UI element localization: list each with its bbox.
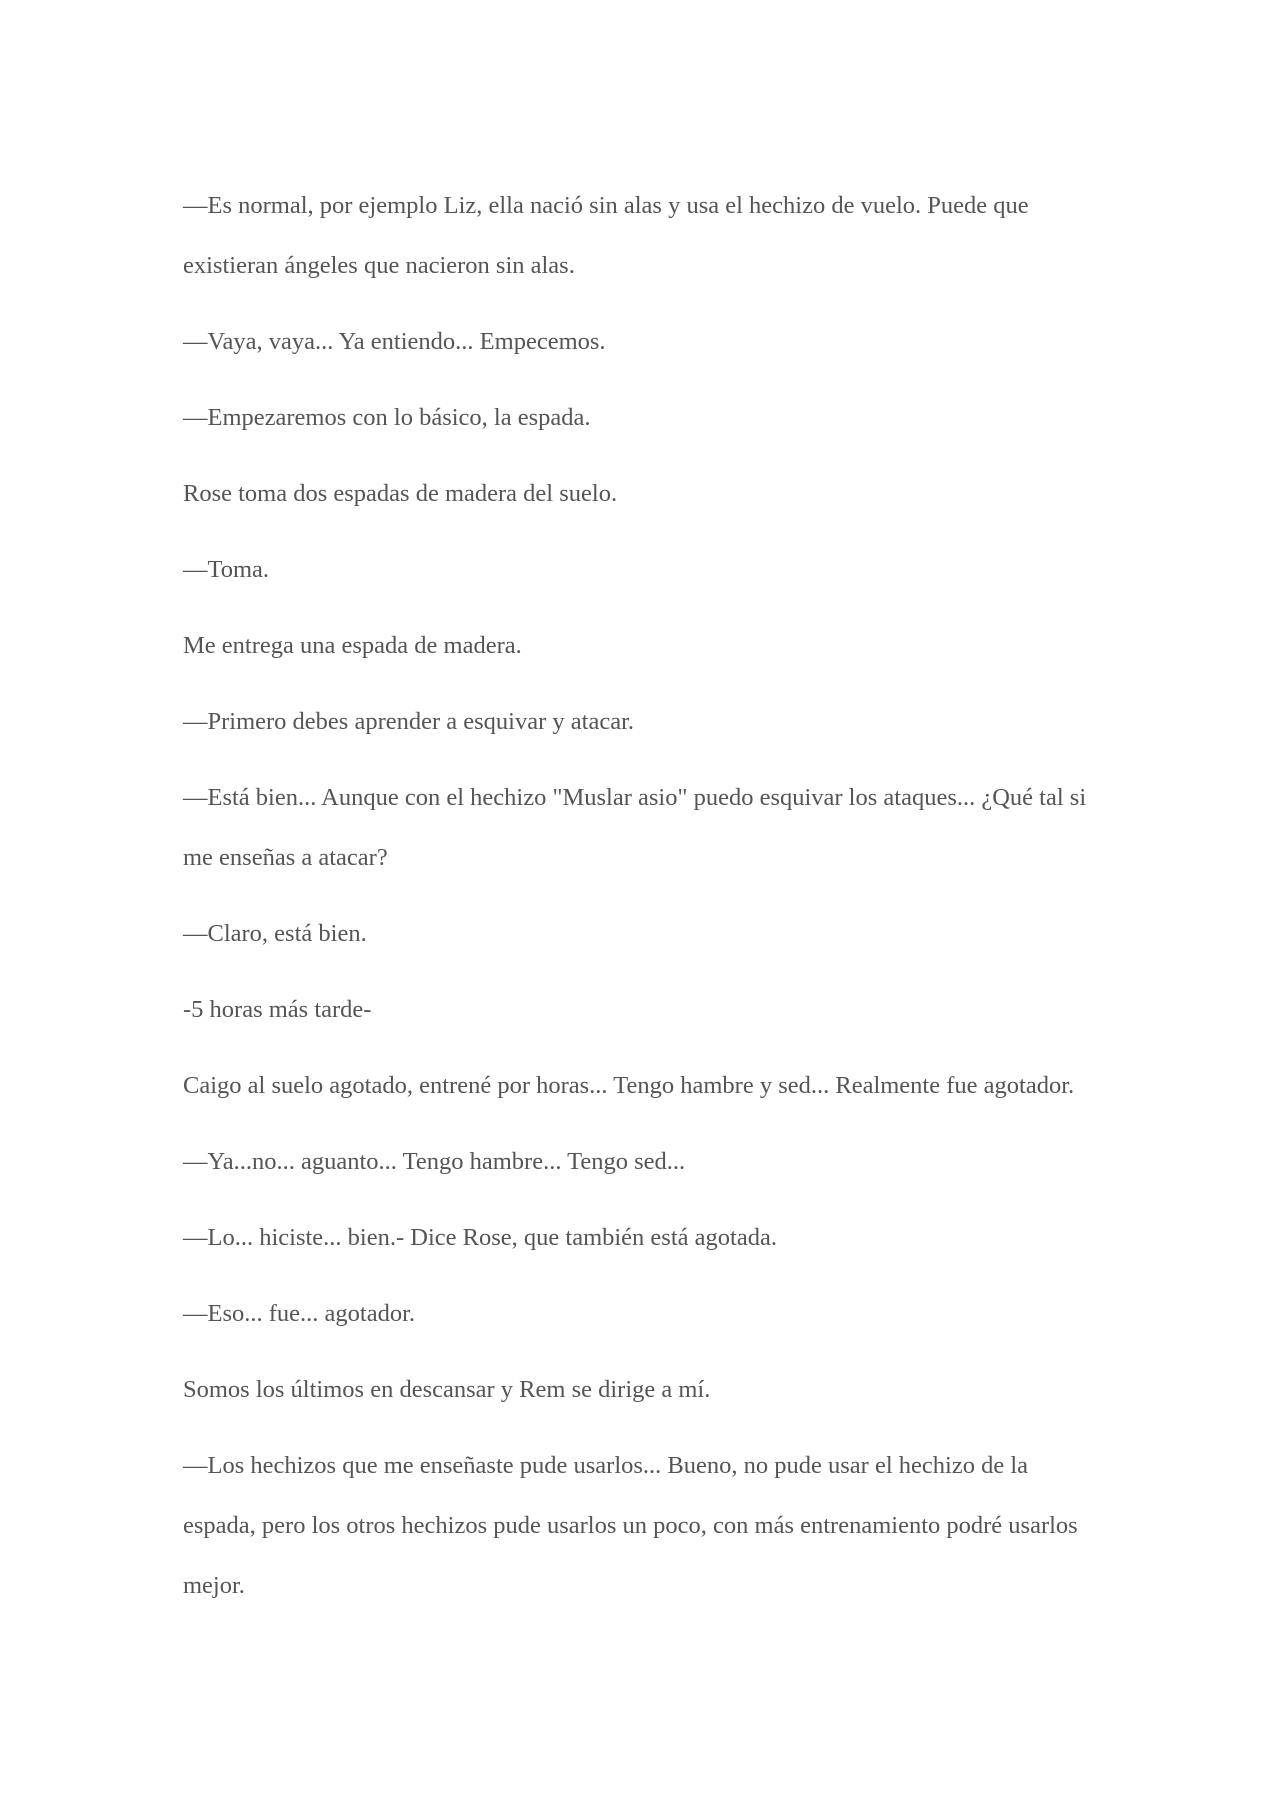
paragraph: —Es normal, por ejemplo Liz, ella nació sin alas y usa el hechizo de vuelo. Puede que existieran ángeles que nacieron sin alas.	[183, 192, 1029, 279]
paragraph: —Claro, está bien.	[183, 920, 367, 947]
body-text	[183, 176, 1103, 1632]
paragraph: —Está bien... Aunque con el hechizo "Muslar asio" puedo esquivar los ataques... ¿Qué tal si me enseñas a atacar?	[183, 784, 1087, 871]
scene-break: -5 horas más tarde-	[183, 996, 372, 1023]
paragraph: —Toma.	[183, 556, 270, 583]
paragraph: —Lo... hiciste... bien.- Dice Rose, que también está agotada.	[183, 1224, 777, 1251]
paragraph: —Vaya, vaya... Ya entiendo... Empecemos.	[183, 328, 606, 355]
paragraph: —Eso... fue... agotador.	[183, 1300, 416, 1327]
paragraph: Somos los últimos en descansar y Rem se dirige a mí.	[183, 1376, 711, 1403]
paragraph: Caigo al suelo agotado, entrené por horas... Tengo hambre y sed... Realmente fue agotador.	[183, 1072, 1075, 1099]
paragraph: Rose toma dos espadas de madera del suelo.	[183, 480, 618, 507]
paragraph: Me entrega una espada de madera.	[183, 632, 522, 659]
paragraph: —Ya...no... aguanto... Tengo hambre... Tengo sed...	[183, 1148, 686, 1175]
paragraph: —Primero debes aprender a esquivar y atacar.	[183, 708, 635, 735]
paragraph: —Empezaremos con lo básico, la espada.	[183, 404, 591, 431]
paragraph: —Los hechizos que me enseñaste pude usarlos... Bueno, no pude usar el hechizo de la espada, pero los otros hechizos pude usarlos un poco, con más entrenamiento podré usarlos mejor.	[183, 1452, 1078, 1599]
